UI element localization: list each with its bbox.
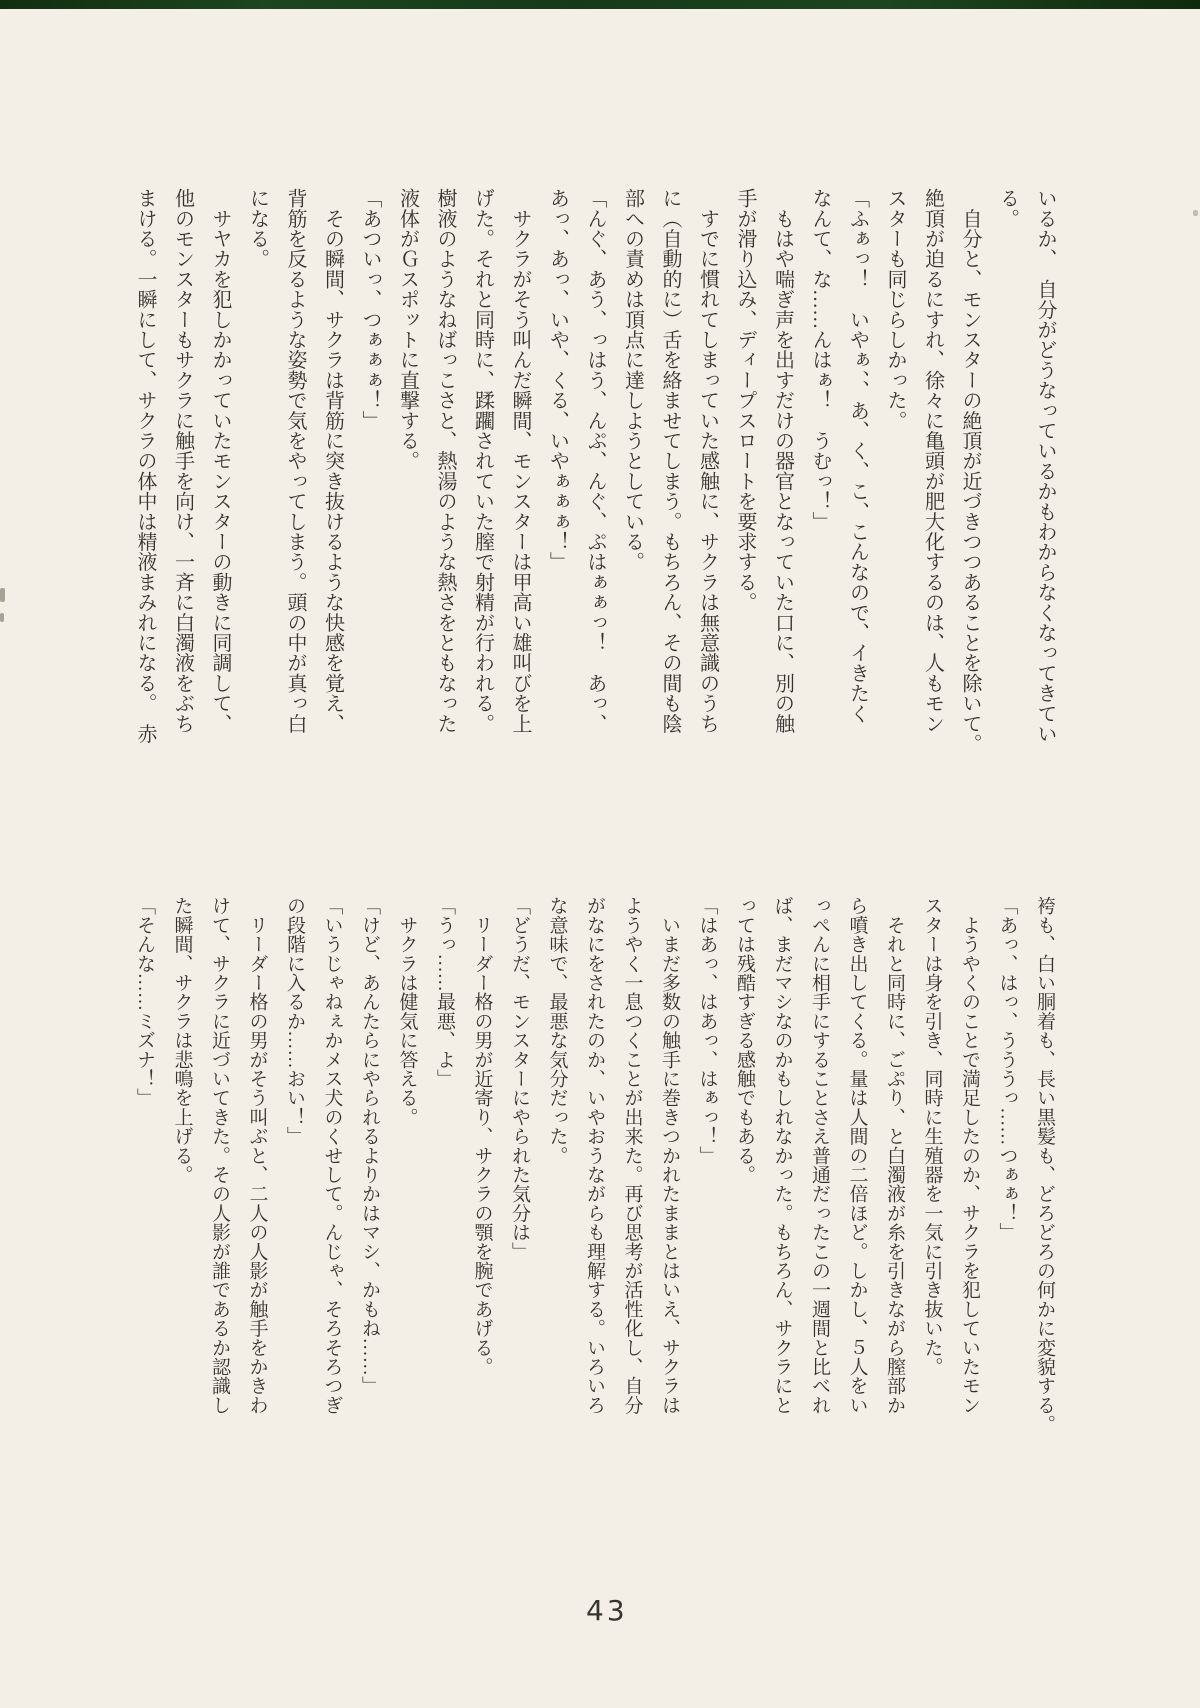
vertical-text-line: な意味で、最悪な気分だった。 bbox=[546, 896, 568, 1165]
vertical-text-line: リーダー格の男がそう叫ぶと、二人の人影が触手をかきわ bbox=[246, 896, 268, 1415]
scan-speck bbox=[1193, 210, 1198, 216]
vertical-text-line: に（自動的に）舌を絡ませてしまう。もちろん、その間も陰 bbox=[659, 188, 681, 734]
vertical-text-line: サクラは健気に答える。 bbox=[396, 896, 418, 1127]
vertical-text-line: なんて、な……んはぁ！ うむっ！」 bbox=[809, 188, 831, 532]
vertical-text-line: 「そんな……ミズナ！」 bbox=[134, 896, 155, 1108]
vertical-text-line: スターも同じらしかった。 bbox=[884, 188, 906, 431]
vertical-text-line: いまだ多数の触手に巻きつかれたままとはいえ、サクラは bbox=[659, 896, 680, 1415]
vertical-text-line: 「はあっ、はあっ、はぁっ！」 bbox=[696, 896, 718, 1165]
vertical-text-line: の段階に入るか……おい！」 bbox=[284, 896, 305, 1146]
vertical-text-line: スターは身を引き、同時に生殖器を一気に引き抜いた。 bbox=[921, 896, 943, 1376]
vertical-text-line: けて、サクラに近づいてきた。その人影が誰であるか認識し bbox=[209, 896, 230, 1415]
vertical-text-line: 「うっ……最悪、よ」 bbox=[434, 896, 455, 1088]
vertical-text-line: 「ふぁっ！ いやぁ、、あ、く、こ、こんなので、イきたく bbox=[846, 188, 869, 724]
vertical-text-line: それと同時に、ごぷり、と白濁液が糸を引きながら膣部か bbox=[884, 896, 905, 1415]
vertical-text-line: ようやくのことで満足したのか、サクラを犯していたモン bbox=[959, 896, 980, 1415]
vertical-text-line: 「んぐ、あう、っはう、んぷ、んぐ、ぷはぁぁっ！ あっ、 bbox=[584, 188, 606, 734]
vertical-text-line: 自分と、モンスターの絶頂が近づきつつあることを除いて。 bbox=[959, 188, 981, 754]
vertical-text-line: 「あついっ、つぁぁぁ！」 bbox=[359, 188, 381, 431]
scan-speck bbox=[0, 588, 5, 602]
vertical-text-line: ようやく一息つくことが出来た。再び思考が活性化し、自分 bbox=[621, 896, 643, 1415]
vertical-text-line: 背筋を反るような姿勢で気をやってしまう。頭の中が真っ白 bbox=[284, 188, 306, 734]
vertical-text-line: 「あっ、はっ、うううっ……つぁぁ！」 bbox=[996, 896, 1018, 1242]
top-text-block bbox=[123, 188, 1063, 768]
vertical-text-line: 手が滑り込み、ディープスロートを要求する。 bbox=[734, 188, 756, 613]
vertical-text-line: 樹液のようなねばっこさと、熱湯のような熱さをともなった bbox=[434, 188, 456, 734]
vertical-text-line: っては残酷すぎる感触でもある。 bbox=[734, 896, 755, 1184]
vertical-text-line: 部への責めは頂点に達しようとしている。 bbox=[621, 188, 644, 572]
vertical-text-line: がなにをされたのか、いやおうながらも理解する。いろいろ bbox=[584, 896, 605, 1415]
vertical-text-line: っぺんに相手にすることさえ普通だったこの一週間と比べれ bbox=[809, 896, 830, 1415]
vertical-text-line: 「いうじゃねぇかメス犬のくせして。んじゃ、そろそろつぎ bbox=[321, 896, 343, 1415]
bottom-text-block bbox=[123, 896, 1063, 1448]
vertical-text-line: すでに慣れてしまっていた感触に、サクラは無意識のうち bbox=[696, 188, 719, 734]
vertical-text-line: その瞬間、サクラは背筋に突き抜けるような快感を覚え、 bbox=[321, 188, 344, 734]
vertical-text-line: る。 bbox=[996, 188, 1019, 229]
vertical-text-line: まける。一瞬にして、サクラの体中は精液まみれになる。 赤 bbox=[134, 188, 156, 744]
vertical-text-line: サヤカを犯しかかっていたモンスターの動きに同調して、 bbox=[209, 188, 231, 734]
scan-speck bbox=[0, 613, 4, 622]
vertical-text-line: ら噴き出してくる。量は人間の二倍ほど。しかし、５人をい bbox=[846, 896, 868, 1415]
vertical-text-line: リーダー格の男が近寄り、サクラの顎を腕であげる。 bbox=[471, 896, 493, 1376]
vertical-text-line: になる。 bbox=[246, 188, 269, 269]
vertical-text-line: 「けど、あんたらにやられるよりかはマシ、かもね……」 bbox=[359, 896, 380, 1396]
vertical-text-line: もはや喘ぎ声を出すだけの器官となっていた口に、別の触 bbox=[771, 188, 794, 734]
page-number: 43 bbox=[586, 1594, 628, 1627]
vertical-text-line: 絶頂が迫るにすれ、徐々に亀頭が肥大化するのは、人もモン bbox=[921, 188, 944, 734]
vertical-text-line: いるか、 自分がどうなっているかもわからなくなってきてい bbox=[1034, 188, 1056, 744]
top-edge-green-band bbox=[0, 0, 1200, 9]
vertical-text-line: 「どうだ、モンスターにやられた気分は」 bbox=[509, 896, 530, 1261]
vertical-text-line: げた。それと同時に、蹂躙されていた膣で射精が行われる。 bbox=[471, 188, 494, 734]
vertical-text-line: た瞬間、サクラは悲鳴を上げる。 bbox=[171, 896, 193, 1184]
vertical-text-line: ば、まだマシなのかもしれなかった。もちろん、サクラにと bbox=[771, 896, 793, 1415]
vertical-text-line: 他のモンスターもサクラに触手を向け、一斉に白濁液をぶち bbox=[171, 188, 194, 734]
vertical-text-line: 液体がＧスポットに直撃する。 bbox=[396, 188, 419, 471]
vertical-text-line: あっ、あっ、いや、くる、いやぁぁぁ！」 bbox=[546, 188, 569, 572]
vertical-text-line: サクラがそう叫んだ瞬間、モンスターは甲高い雄叫びを上 bbox=[509, 188, 531, 734]
vertical-text-line: 袴も、白い胴着も、長い黒髪も、どろどろの何かに変貌する。 bbox=[1034, 896, 1055, 1434]
